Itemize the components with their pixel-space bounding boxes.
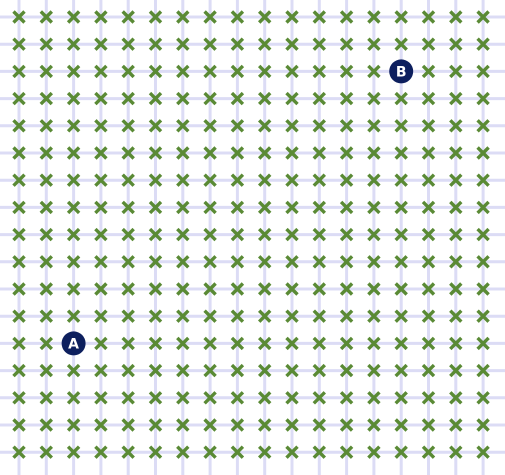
marker-label: B (395, 64, 407, 81)
marker-b[interactable] (389, 59, 413, 83)
marker-label: A (68, 336, 80, 353)
marker-a[interactable] (62, 331, 86, 355)
